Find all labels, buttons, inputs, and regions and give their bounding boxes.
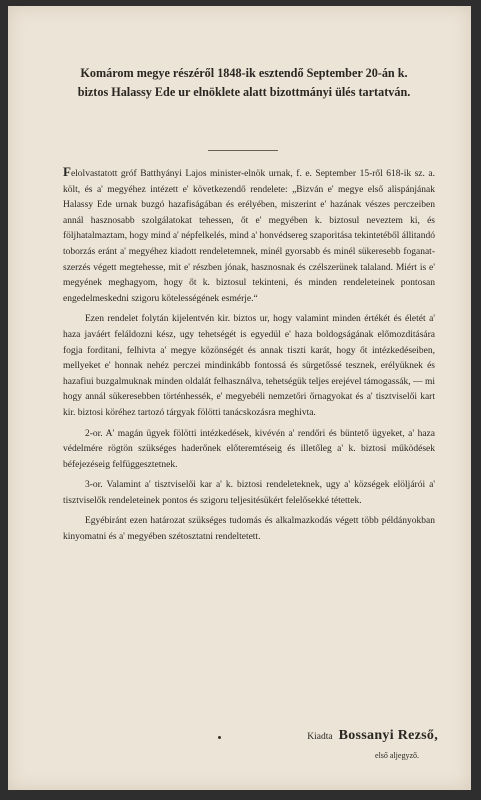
paragraph-3: 2-or. A' magán ügyek fölötti intézkedések, kivévén a' rendőri és büntető ügyeket, a' haza védelmére rögtön szükséges haderőnek előteremtéseig és illetőleg a' k. biztosi működések béfejezéseig felfüggesztetnek.: [63, 428, 435, 470]
signature-lead: Kiadta: [307, 732, 333, 742]
paragraph-2: Ezen rendelet folytán kijelentvén kir. biztos ur, hogy valamint minden értékét és életét a' haza javáért feláldozni kész, ugy tehetségét is egyedül e' haza boldogságának előmozditására fogja forditani, felhivta a' megye közönségét és annak tiszti karát, hogy őt intézkedéseiben, mellyeket e' honnak nehéz perczei mindinkább fontossá és sürgetőssé tesznek, erélyüknek és hazafiui buzgalmuknak minden oldalát felhasználva, tehetségük teljes erejével támogassák, — mi hogy annál sükeresebben történhessék, e' megyebéli nemzetőri őrnagyokat és a' tisztviselői kart kir. biztosi köréhez tartozó tárgyak fölötti tanácskozásra meghivta.: [63, 314, 435, 418]
paragraph-1-text: elolvastatott gróf Batthyányi Lajos minister-elnök urnak, f. e. September 15-ről 618-ik sz. a. költ, és a' megyéhez intézett e' következendő rendelete: „Bizván e' megye első alispánjának Halassy Ede urnak buzgó hazafiságában és erélyében, miszerint e' hazának vészes perczeiben annál hasznosabb szolgálatokat tehessen, őt e' megyében k. biztosul neveztem ki, és följhatalmaztam, hogy mind a' népfelkelés, mind a' honvédsereg szaporitása tekintetéből állitandó toborzás eránt a' megyéhez kiadott rendeletemnek, minél gyorsabb és minél sükeresebb foganat-szerzés végett megtehesse, mit e' részben jónak, hasznosnak és czélszerünek talaland. Miért is e' megyének meghagyom, hogy őt k. biztosul tekinteni, és minden rendeleteinek pontosan engedelmeskedni szigoru kötelességének esmérje.“: [63, 169, 435, 304]
signature-title: első aljegyző.: [375, 751, 419, 760]
paragraph-4: 3-or. Valamint a' tisztviselői kar a' k. biztosi rendeleteknek, ugy a' községek elöljárói a' tisztviselők rendeleteinek pontos és szigoru teljesitésükért felelősekké tétettek.: [63, 480, 435, 506]
paragraph-5: Egyébiránt ezen határozat szükséges tudomás és alkalmazkodás végett több példányokban kinyomatni és a' megyében szétosztatni rendeltetett.: [63, 516, 435, 543]
document-body: [63, 164, 435, 551]
signature-name: Bossanyi Rezső,: [338, 728, 438, 743]
drop-cap: F: [63, 164, 71, 179]
signature-line: [8, 728, 438, 744]
document-sheet: [8, 6, 471, 790]
document-heading: Komárom megye részéről 1848-ik esztendő September 20-án k. biztos Halassy Ede ur elnöklete alatt bizottmányi ülés tartatván.: [77, 66, 411, 99]
separator-rule: [208, 150, 278, 151]
paragraph-1: [63, 164, 435, 307]
